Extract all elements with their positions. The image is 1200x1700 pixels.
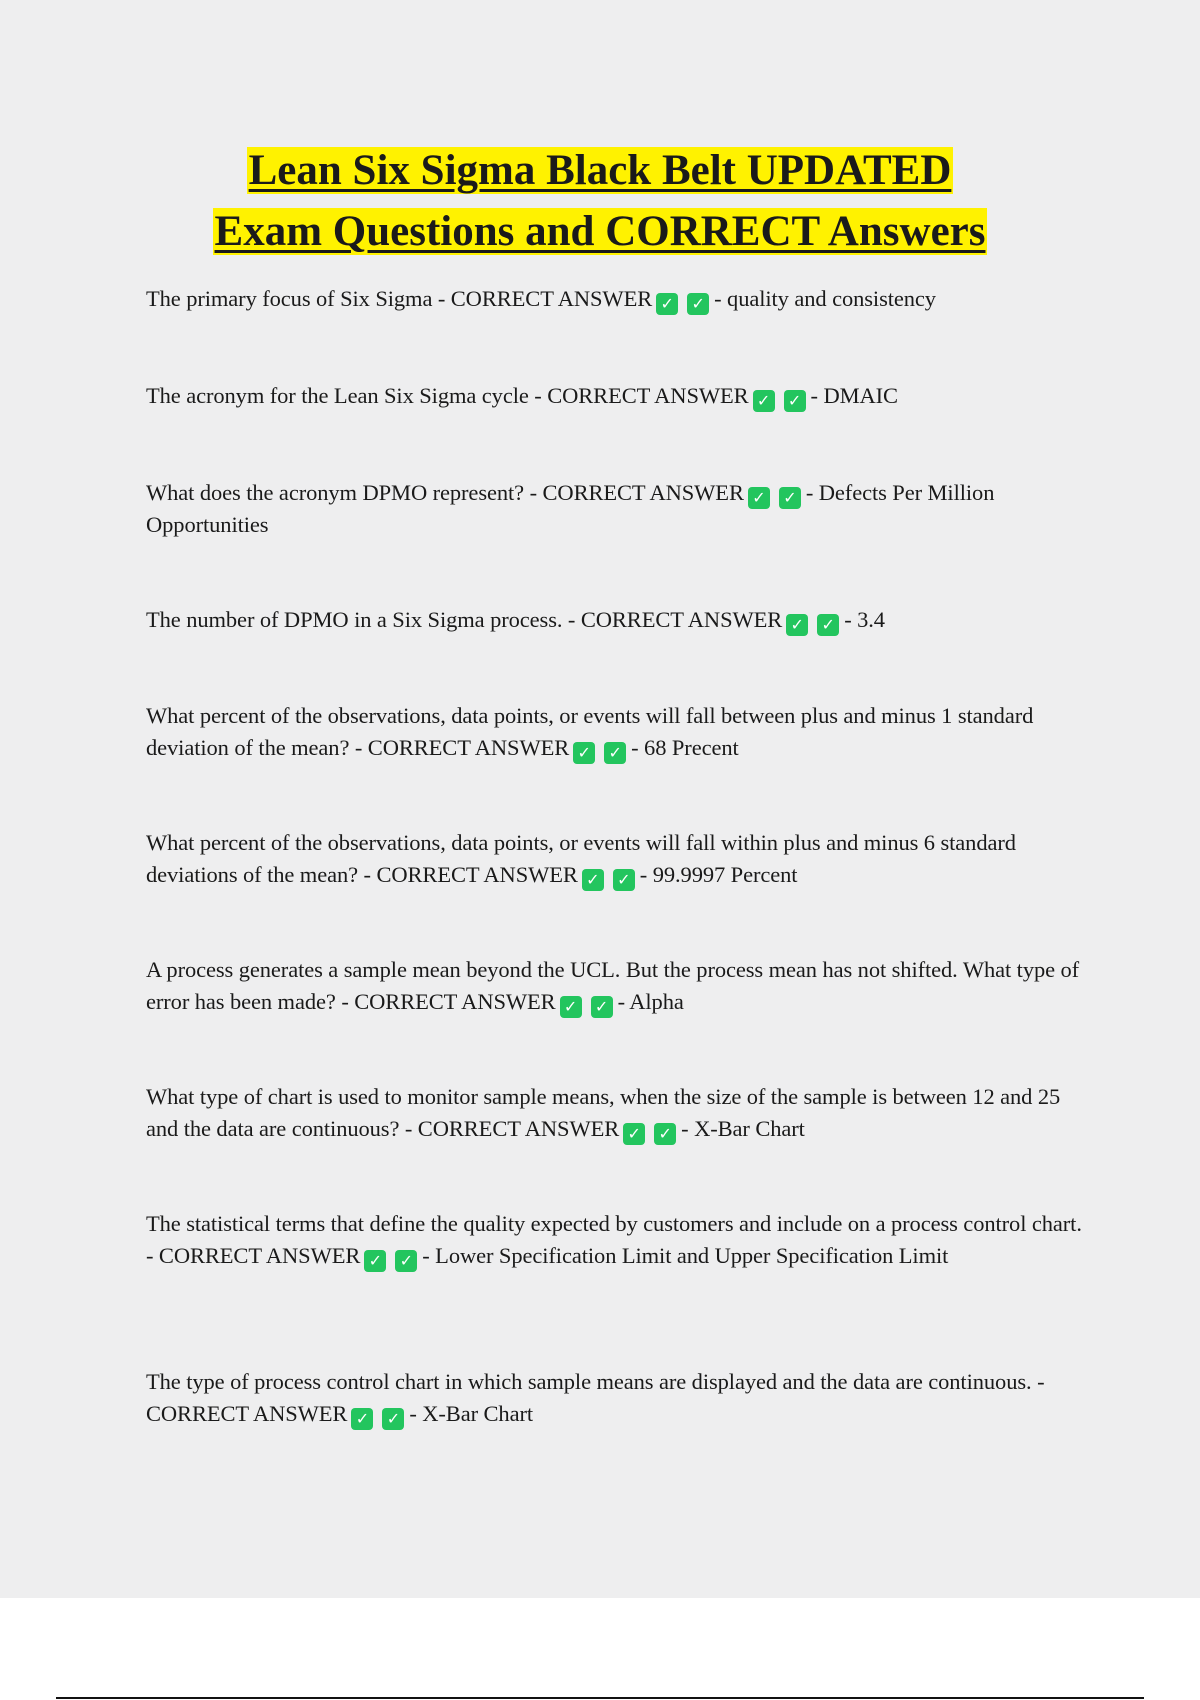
correct-answer-marker: - CORRECT ANSWER	[341, 989, 556, 1014]
green-checkmark-icon: ✓	[613, 869, 635, 891]
correct-answer-marker: - CORRECT ANSWER	[363, 862, 578, 887]
green-checkmark-icon: ✓	[382, 1408, 404, 1430]
qa-item-4	[146, 604, 1086, 636]
green-checkmark-icon: ✓	[591, 996, 613, 1018]
answer-text: - Lower Specification Limit and Upper Specification Limit	[422, 1243, 949, 1268]
question-text: What percent of the observations, data points, or events will fall between plus and minus 1 standard deviation of the mean?	[146, 703, 1034, 760]
answer-text: - 3.4	[844, 607, 885, 632]
question-text: What type of chart is used to monitor sample means, when the size of the sample is between 12 and 25 and the data are continuous?	[146, 1084, 1061, 1141]
green-checkmark-icon: ✓	[623, 1123, 645, 1145]
qa-item-6	[146, 827, 1086, 891]
title-line-1: Lean Six Sigma Black Belt UPDATED	[248, 147, 952, 194]
green-checkmark-icon: ✓	[573, 742, 595, 764]
green-checkmark-icon: ✓	[656, 293, 678, 315]
qa-item-9	[146, 1208, 1086, 1272]
answer-text: - X-Bar Chart	[409, 1401, 534, 1426]
answer-text: - Defects Per Million Opportunities	[146, 480, 995, 537]
qa-item-5	[146, 700, 1086, 764]
answer-text: - 99.9997 Percent	[639, 862, 798, 887]
green-checkmark-icon: ✓	[817, 614, 839, 636]
green-checkmark-icon: ✓	[786, 614, 808, 636]
green-checkmark-icon: ✓	[753, 390, 775, 412]
green-checkmark-icon: ✓	[748, 487, 770, 509]
green-checkmark-icon: ✓	[687, 293, 709, 315]
green-checkmark-icon: ✓	[351, 1408, 373, 1430]
green-checkmark-icon: ✓	[560, 996, 582, 1018]
question-text: The type of process control chart in which sample means are displayed and the data are continuous.	[146, 1369, 1032, 1394]
green-checkmark-icon: ✓	[604, 742, 626, 764]
question-text: The primary focus of Six Sigma	[146, 286, 433, 311]
green-checkmark-icon: ✓	[779, 487, 801, 509]
green-checkmark-icon: ✓	[395, 1250, 417, 1272]
correct-answer-marker: - CORRECT ANSWER	[404, 1116, 620, 1141]
answer-text: - DMAIC	[810, 383, 898, 408]
correct-answer-marker: - CORRECT ANSWER	[534, 383, 749, 408]
footer-divider	[56, 1697, 1144, 1699]
question-text: A process generates a sample mean beyond the UCL. But the process mean has not shifted. What type of error has been made?	[146, 957, 1080, 1014]
correct-answer-marker: - CORRECT ANSWER	[146, 1243, 361, 1268]
answer-text: - 68 Precent	[631, 735, 739, 760]
qa-item-1	[146, 283, 1086, 315]
question-text: The number of DPMO in a Six Sigma process.	[146, 607, 563, 632]
qa-item-2	[146, 380, 1086, 412]
correct-answer-marker: - CORRECT ANSWER	[529, 480, 744, 505]
correct-answer-marker: - CORRECT ANSWER	[354, 735, 570, 760]
green-checkmark-icon: ✓	[364, 1250, 386, 1272]
question-text: What percent of the observations, data points, or events will fall within plus and minus 6 standard deviations of the mean?	[146, 830, 1016, 887]
correct-answer-marker: - CORRECT ANSWER	[437, 286, 653, 311]
qa-item-7	[146, 954, 1086, 1018]
green-checkmark-icon: ✓	[654, 1123, 676, 1145]
green-checkmark-icon: ✓	[582, 869, 604, 891]
answer-text: - Alpha	[617, 989, 684, 1014]
qa-item-3	[146, 477, 1086, 541]
answer-text: - X-Bar Chart	[681, 1116, 805, 1141]
correct-answer-marker: - CORRECT ANSWER	[146, 1369, 1045, 1426]
answer-text: - quality and consistency	[714, 286, 936, 311]
title-line-2: Exam Questions and CORRECT Answers	[214, 208, 986, 255]
green-checkmark-icon: ✓	[784, 390, 806, 412]
correct-answer-marker: - CORRECT ANSWER	[567, 607, 783, 632]
question-text: The acronym for the Lean Six Sigma cycle	[146, 383, 529, 408]
qa-item-10	[146, 1366, 1086, 1430]
document-title	[0, 140, 1200, 262]
question-text: What does the acronym DPMO represent?	[146, 480, 525, 505]
question-text: The statistical terms that define the quality expected by customers and include on a process control chart.	[146, 1211, 1082, 1236]
qa-item-8	[146, 1081, 1086, 1145]
